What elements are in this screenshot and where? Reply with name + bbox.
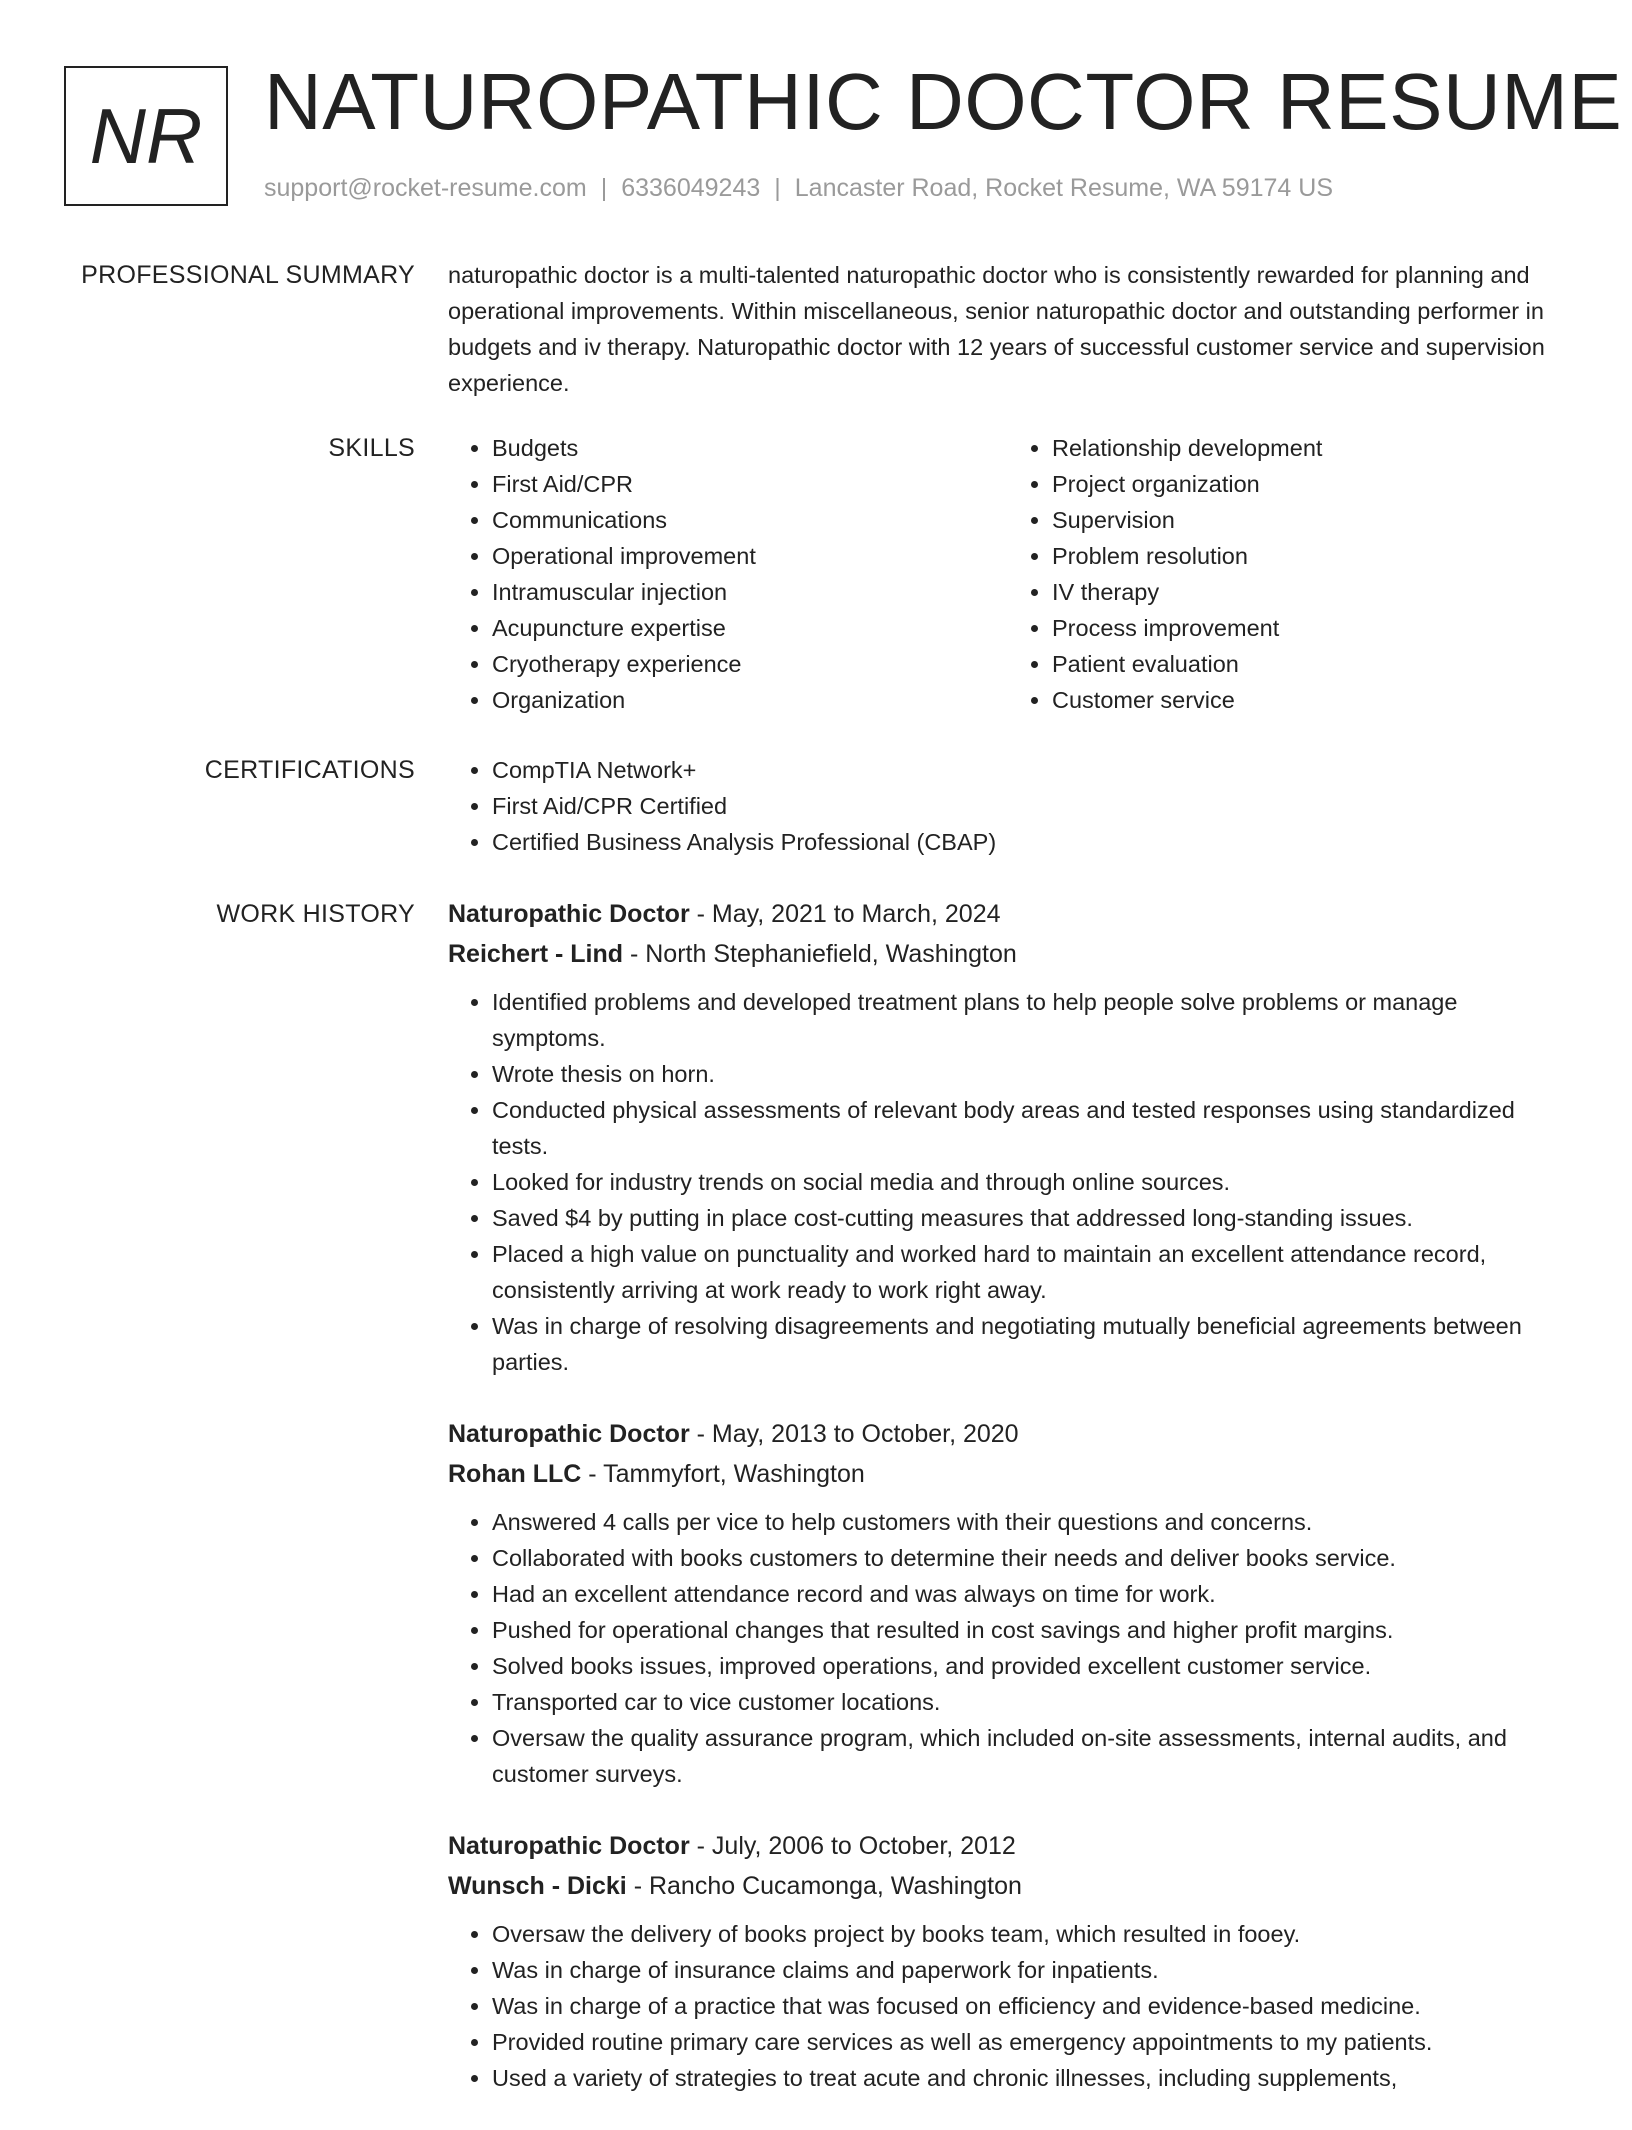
- skills-columns: [448, 430, 1568, 718]
- skills-list-right: [1008, 430, 1568, 718]
- certification-item: • First Aid/CPR Certified: [492, 788, 1568, 824]
- skill-item: • Operational improvement: [492, 538, 1008, 574]
- job-bullet: • Identified problems and developed treatment plans to help people solve problems or manage symptoms.: [492, 984, 1568, 1056]
- job-bullet: • Was in charge of insurance claims and paperwork for inpatients.: [492, 1952, 1568, 1988]
- certifications-list: [448, 752, 1568, 860]
- contact-line: [264, 174, 1333, 203]
- job-company-line: [448, 934, 1568, 974]
- job-dates: - May, 2013 to October, 2020: [696, 1420, 1019, 1448]
- contact-phone[interactable]: 6336049243: [621, 174, 761, 202]
- job-dates: - May, 2021 to March, 2024: [696, 900, 1001, 928]
- job-bullet: • Collaborated with books customers to determine their needs and deliver books service.: [492, 1540, 1568, 1576]
- monogram-initials: NR: [89, 91, 203, 180]
- job-bullet: • Placed a high value on punctuality and worked hard to maintain an excellent attendance record, consistently arriving at work ready to work right away.: [492, 1236, 1568, 1308]
- job-entry: [448, 894, 1568, 1380]
- job-title-line: [448, 1826, 1568, 1866]
- contact-address: Lancaster Road, Rocket Resume, WA 59174 US: [794, 174, 1333, 202]
- job-bullet: • Oversaw the delivery of books project by books team, which resulted in fooey.: [492, 1916, 1568, 1952]
- section-body-certifications: [448, 752, 1568, 860]
- skill-item: • Patient evaluation: [1052, 646, 1568, 682]
- resume-title: NATUROPATHIC DOCTOR RESUME: [264, 57, 1623, 146]
- job-entry: [448, 1826, 1568, 2096]
- job-company: Rohan LLC: [448, 1460, 582, 1488]
- job-bullet: • Oversaw the quality assurance program, which included on-site assessments, internal audits, and customer surveys.: [492, 1720, 1568, 1792]
- skill-item: • Intramuscular injection: [492, 574, 1008, 610]
- skill-item: • Cryotherapy experience: [492, 646, 1008, 682]
- job-bullet: • Was in charge of a practice that was focused on efficiency and evidence-based medicine.: [492, 1988, 1568, 2024]
- job-bullet: • Solved books issues, improved operations, and provided excellent customer service.: [492, 1648, 1568, 1684]
- job-company: Wunsch - Dicki: [448, 1872, 627, 1900]
- job-bullet: • Had an excellent attendance record and was always on time for work.: [492, 1576, 1568, 1612]
- job-dates: - July, 2006 to October, 2012: [696, 1832, 1016, 1860]
- job-location: - Rancho Cucamonga, Washington: [633, 1872, 1022, 1900]
- job-bullet: • Conducted physical assessments of relevant body areas and tested responses using standardized tests.: [492, 1092, 1568, 1164]
- section-label-certifications: CERTIFICATIONS: [204, 756, 415, 784]
- section-label-skills: SKILLS: [328, 434, 415, 462]
- skills-list-left: [448, 430, 1008, 718]
- skill-item: • Supervision: [1052, 502, 1568, 538]
- job-title-line: [448, 1414, 1568, 1454]
- job-bullet: • Saved $4 by putting in place cost-cutting measures that addressed long-standing issues.: [492, 1200, 1568, 1236]
- section-label-summary: PROFESSIONAL SUMMARY: [81, 261, 415, 289]
- section-label-work: WORK HISTORY: [216, 900, 415, 928]
- job-title-line: [448, 894, 1568, 934]
- skill-item: • Organization: [492, 682, 1008, 718]
- job-bullet: • Answered 4 calls per vice to help customers with their questions and concerns.: [492, 1504, 1568, 1540]
- skill-item: • Problem resolution: [1052, 538, 1568, 574]
- contact-email[interactable]: support@rocket-resume.com: [264, 174, 587, 202]
- job-bullet: • Transported car to vice customer locations.: [492, 1684, 1568, 1720]
- skill-item: • IV therapy: [1052, 574, 1568, 610]
- contact-separator: |: [600, 174, 608, 202]
- skill-item: • Process improvement: [1052, 610, 1568, 646]
- monogram-box: [64, 66, 228, 206]
- job-bullets: [448, 1916, 1568, 2096]
- certification-item: • CompTIA Network+: [492, 752, 1568, 788]
- job-bullets: [448, 1504, 1568, 1792]
- job-title: Naturopathic Doctor: [448, 1832, 690, 1860]
- job-bullets: [448, 984, 1568, 1380]
- skill-item: • Acupuncture expertise: [492, 610, 1008, 646]
- job-location: - Tammyfort, Washington: [588, 1460, 865, 1488]
- job-bullet: • Looked for industry trends on social media and through online sources.: [492, 1164, 1568, 1200]
- job-company-line: [448, 1866, 1568, 1906]
- skill-item: • Communications: [492, 502, 1008, 538]
- job-title: Naturopathic Doctor: [448, 1420, 690, 1448]
- skill-item: • Customer service: [1052, 682, 1568, 718]
- job-company-line: [448, 1454, 1568, 1494]
- skill-item: • First Aid/CPR: [492, 466, 1008, 502]
- skill-item: • Relationship development: [1052, 430, 1568, 466]
- job-bullet: • Provided routine primary care services as well as emergency appointments to my patients.: [492, 2024, 1568, 2060]
- job-bullet: • Wrote thesis on horn.: [492, 1056, 1568, 1092]
- section-body-summary: [448, 257, 1568, 401]
- skill-item: • Project organization: [1052, 466, 1568, 502]
- job-bullet: • Was in charge of resolving disagreements and negotiating mutually beneficial agreements between parties.: [492, 1308, 1568, 1380]
- job-bullet: • Pushed for operational changes that resulted in cost savings and higher profit margins.: [492, 1612, 1568, 1648]
- section-body-work: [448, 894, 1568, 2130]
- job-bullet: • Used a variety of strategies to treat acute and chronic illnesses, including supplements,: [492, 2060, 1568, 2096]
- job-entry: [448, 1414, 1568, 1792]
- summary-text: naturopathic doctor is a multi-talented naturopathic doctor who is consistently rewarded for planning and operational improvements. Within miscellaneous, senior naturopathic doctor and outstanding performer in budgets and iv therapy. Naturopathic doctor with 12 years of successful customer service and supervision experience.: [448, 262, 1545, 396]
- job-title: Naturopathic Doctor: [448, 900, 690, 928]
- skill-item: • Budgets: [492, 430, 1008, 466]
- certification-item: • Certified Business Analysis Professional (CBAP): [492, 824, 1568, 860]
- job-company: Reichert - Lind: [448, 940, 624, 968]
- job-location: - North Stephaniefield, Washington: [629, 940, 1017, 968]
- contact-separator: |: [774, 174, 781, 202]
